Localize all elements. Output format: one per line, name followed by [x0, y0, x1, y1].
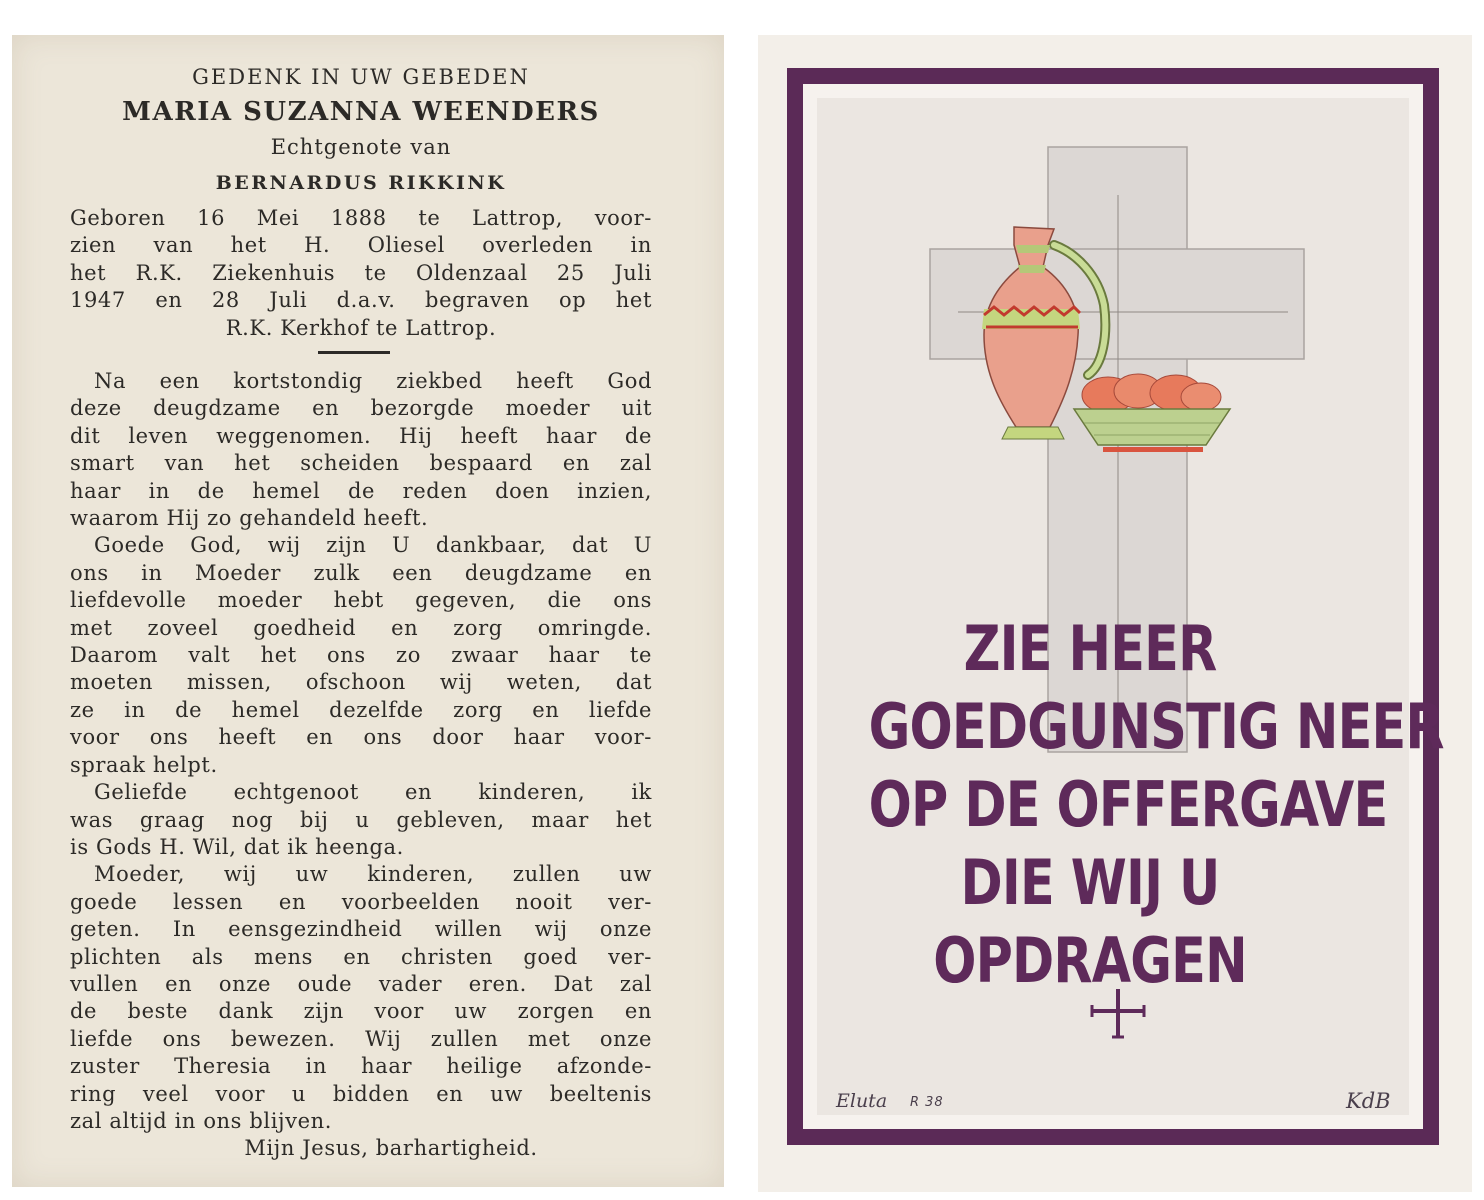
- motto-line: OP DE OFFERGAVE: [868, 768, 1388, 841]
- text-line: deze deugdzame en bezorgde moeder uit: [70, 396, 652, 421]
- text-line: geten. In eensgezindheid willen wij onze: [70, 917, 652, 942]
- text-line: liefdevolle moeder hebt gegeven, die ons: [70, 588, 652, 613]
- text-line: waarom Hij zo gehandeld heeft.: [70, 506, 429, 531]
- motto-line: GOEDGUNSTIG NEER: [868, 690, 1444, 763]
- text-line: de beste dank zijn voor uw zorgen en: [70, 999, 652, 1024]
- text-line: is Gods H. Wil, dat ik heenga.: [70, 834, 404, 859]
- deceased-name: MARIA SUZANNA WEENDERS: [122, 97, 600, 127]
- text-line: plichten als mens en christen goed ver-: [70, 944, 652, 969]
- motto-line: ZIE HEER: [963, 612, 1217, 685]
- text-line: dit leven weggenomen. Hij heeft haar de: [70, 423, 652, 448]
- text-line: het R.K. Ziekenhuis te Oldenzaal 25 Juli: [70, 260, 652, 285]
- text-line: Na een kortstondig ziekbed heeft God: [94, 369, 652, 393]
- text-line: R.K. Kerkhof te Lattrop.: [225, 315, 497, 340]
- text-line: voor ons heeft en ons door haar voor-: [70, 725, 652, 750]
- text-line: 1947 en 28 Juli d.a.v. begraven op het: [70, 288, 652, 313]
- text-line: ze in de hemel dezelfde zorg en liefde: [70, 697, 652, 722]
- text-line: zal altijd in ons blijven.: [70, 1108, 333, 1133]
- text-line: zuster Theresia in haar heilige afzonde-: [70, 1054, 652, 1079]
- birth-death-details: [70, 205, 652, 342]
- text-line: Daarom valt het ons zo zwaar haar te: [70, 643, 652, 668]
- bowl-icon: [1074, 374, 1230, 452]
- publisher-signature: Eluta: [836, 1090, 888, 1112]
- text-line: ring veel voor u bidden en uw beeltenis: [70, 1081, 652, 1106]
- text-line: vullen en onze oude vader eren. Dat zal: [70, 971, 652, 996]
- motto: [868, 610, 1444, 1000]
- text-line: Moeder, wij uw kinderen, zullen uw: [94, 862, 652, 887]
- small-cross-icon: [1088, 983, 1148, 1043]
- motto-line: OPDRAGEN: [933, 924, 1247, 997]
- text-line: met zoveel goedheid en zorg omringde.: [70, 615, 652, 640]
- relation-label: Echtgenote van: [270, 135, 452, 159]
- memorial-card-image-side: [758, 35, 1472, 1192]
- husband-name: BERNARDUS RIKKINK: [215, 172, 507, 194]
- text-line: ons in Moeder zulk een deugdzame en: [70, 560, 652, 585]
- text-line: Goede God, wij zijn U dankbaar, dat U: [94, 533, 652, 558]
- text-line: spraak helpt.: [70, 752, 218, 777]
- closing-prayer: Mijn Jesus, barhartigheid.: [244, 1136, 538, 1161]
- text-line: was graag nog bij u gebleven, maar het: [70, 807, 652, 832]
- memorial-text: [70, 368, 652, 1163]
- motto-line: DIE WIJ U: [960, 846, 1220, 919]
- print-code: R 38: [910, 1095, 944, 1110]
- divider: [318, 351, 390, 354]
- text-line: goede lessen en voorbeelden nooit ver-: [70, 889, 652, 914]
- text-line: haar in de hemel de reden doen inzien,: [70, 478, 652, 503]
- text-line: moeten missen, ofschoon wij weten, dat: [70, 670, 652, 695]
- text-line: Geboren 16 Mei 1888 te Lattrop, voor-: [70, 206, 652, 230]
- artist-signature: KdB: [1346, 1089, 1391, 1113]
- text-line: smart van het scheiden bespaard en zal: [70, 451, 652, 476]
- heading: GEDENK IN UW GEBEDEN: [192, 65, 530, 89]
- memorial-card-text-side: [12, 35, 724, 1187]
- text-line: liefde ons bewezen. Wij zullen met onze: [70, 1026, 652, 1051]
- text-line: Geliefde echtgenoot en kinderen, ik: [94, 780, 652, 805]
- text-line: zien van het H. Oliesel overleden in: [70, 233, 652, 258]
